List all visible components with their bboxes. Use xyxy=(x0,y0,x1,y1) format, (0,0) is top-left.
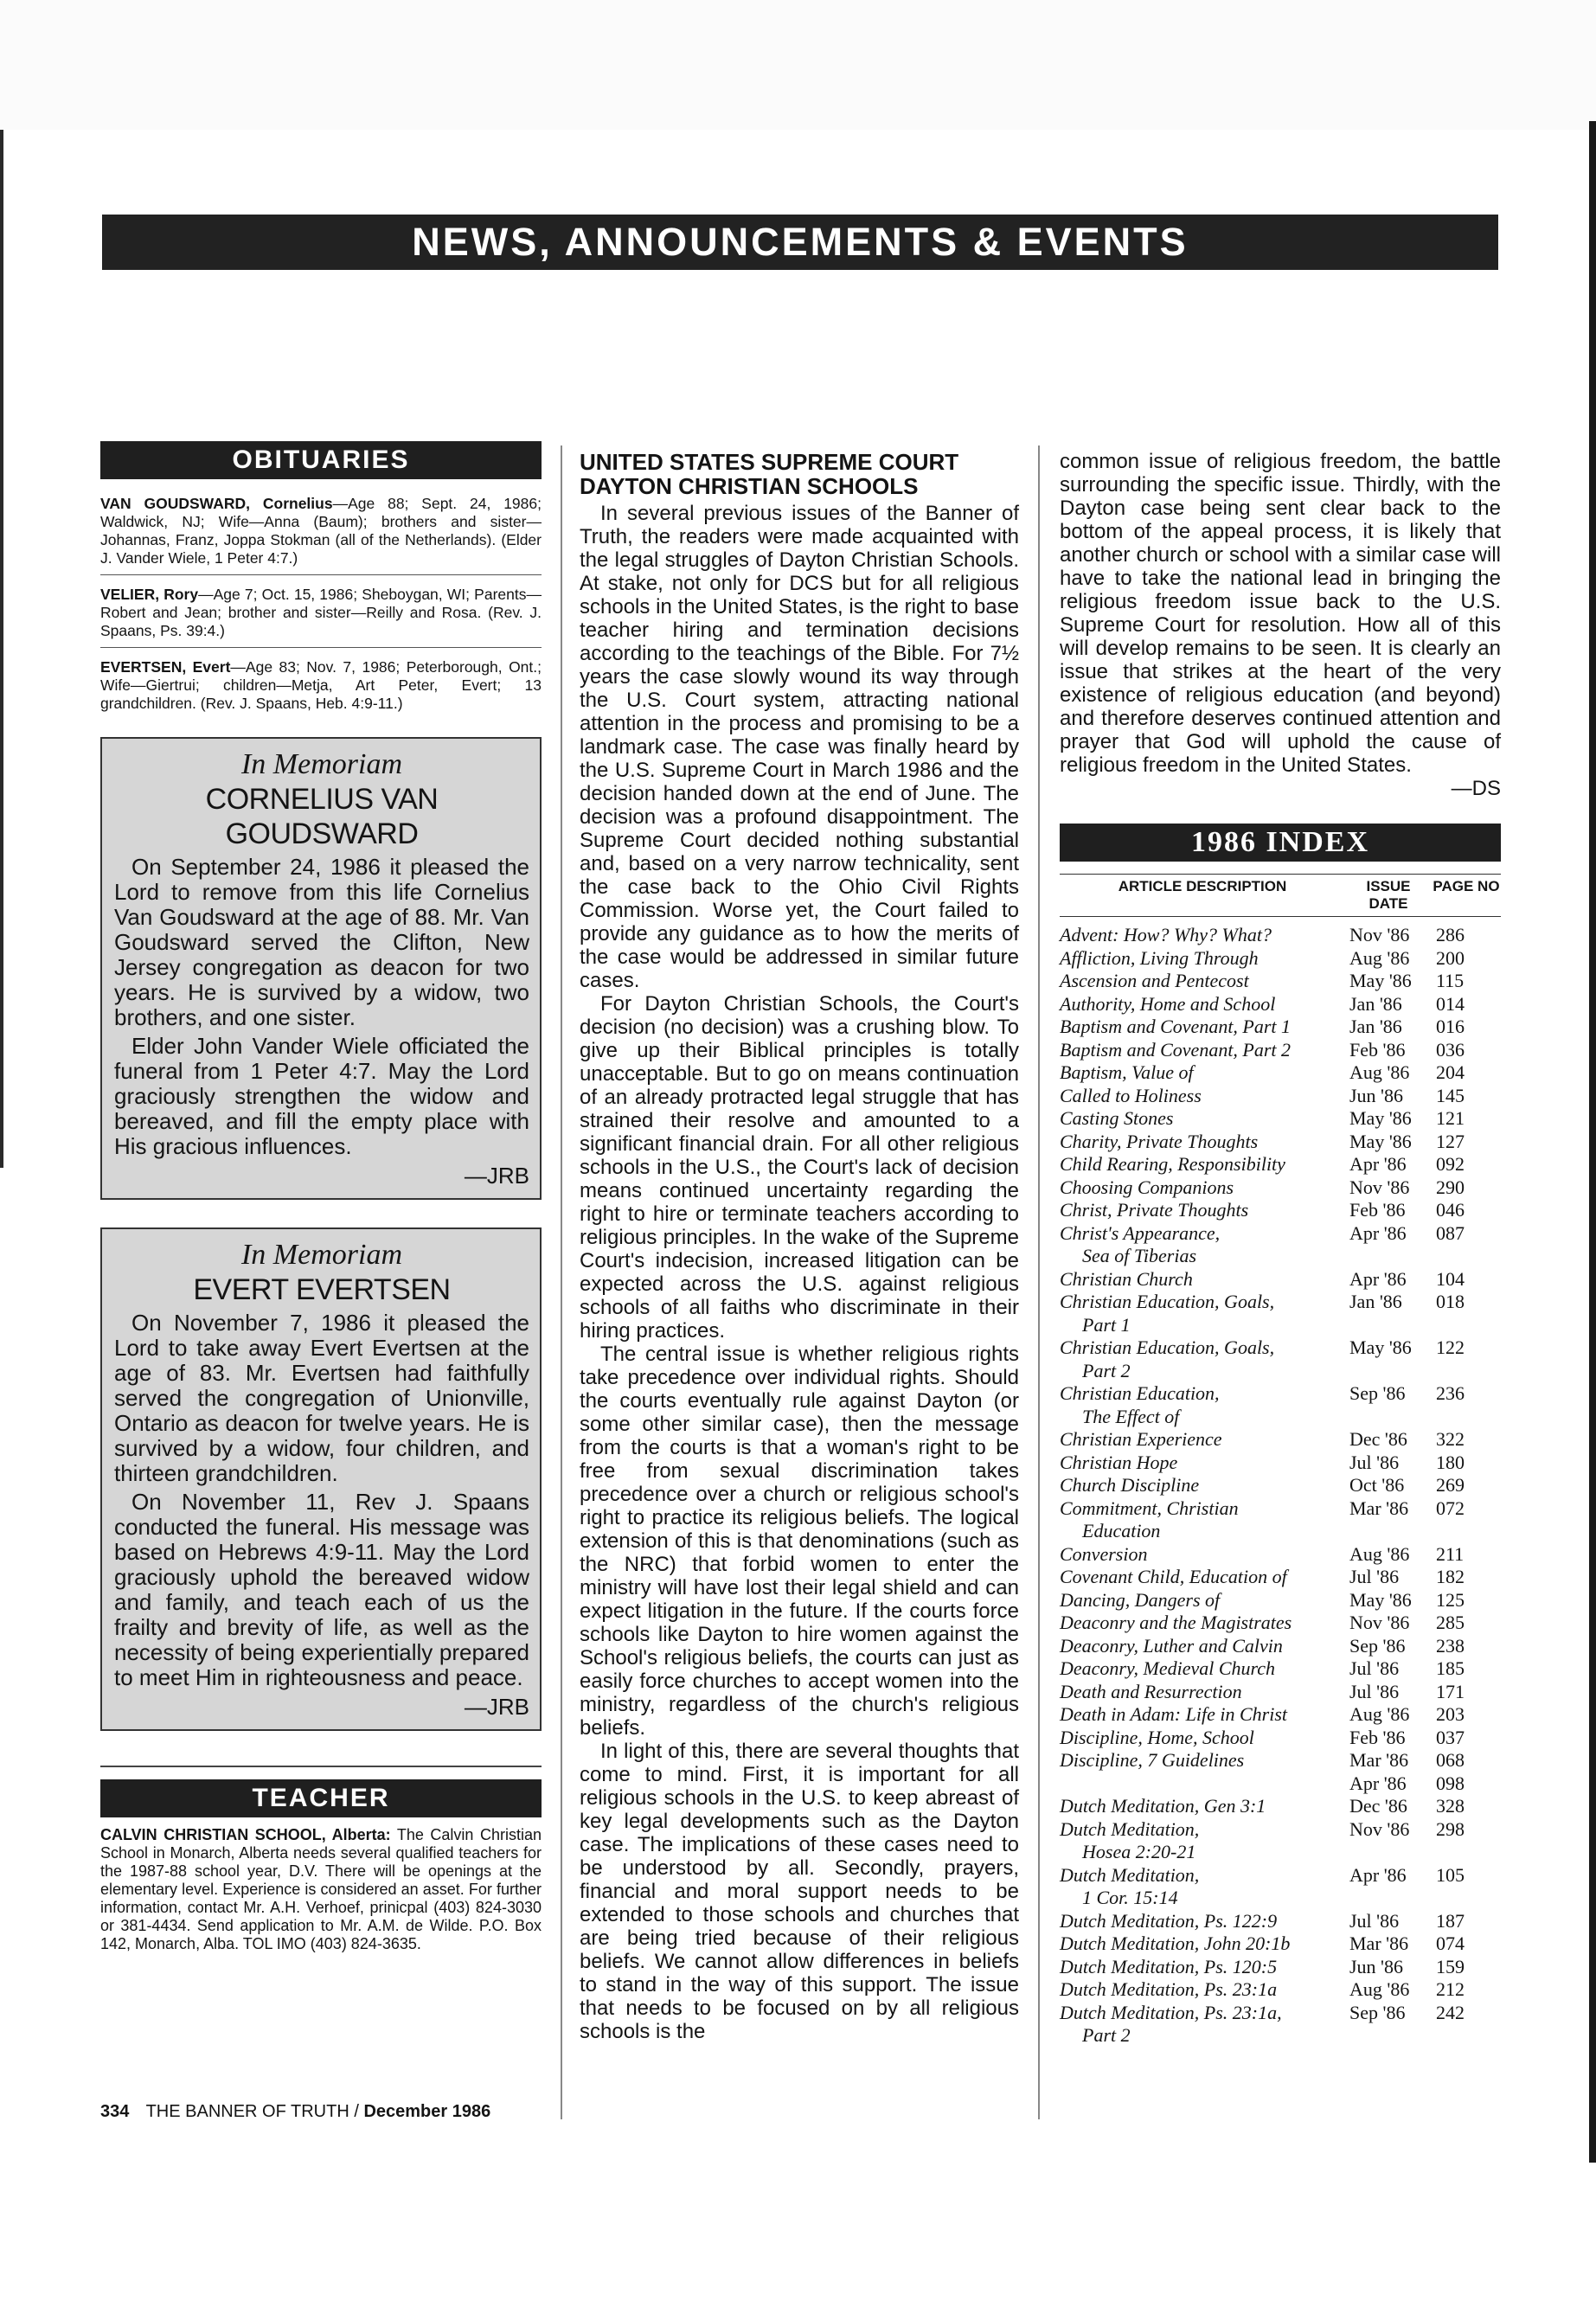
index-issue-date: May '86 xyxy=(1349,1336,1412,1358)
index-page-number: 290 xyxy=(1436,1176,1465,1198)
index-page-number: 018 xyxy=(1436,1291,1465,1312)
index-article-description xyxy=(1060,1153,1349,1176)
page-footer xyxy=(100,2102,490,2122)
index-article-description xyxy=(1060,1474,1349,1497)
index-page-number: 115 xyxy=(1436,970,1465,991)
index-issue-date: Jul '86 xyxy=(1349,1909,1400,1932)
index-page-number: 121 xyxy=(1436,1107,1465,1129)
index-article-title: Dutch Meditation, Ps. 120:5 xyxy=(1060,1955,1278,1977)
index-article-title: Dutch Meditation, John 20:1b xyxy=(1060,1932,1291,1954)
index-issue-date: Jul '86 xyxy=(1349,1566,1400,1587)
index-article-description xyxy=(1060,1452,1349,1475)
index-article-title: Christ, Private Thoughts xyxy=(1060,1199,1249,1221)
obituaries-header xyxy=(100,441,542,479)
left-column xyxy=(100,441,542,1953)
index-article-title: Dancing, Dangers of xyxy=(1060,1588,1221,1611)
index-issue-date: Mar '86 xyxy=(1349,1932,1409,1954)
index-row xyxy=(1060,1061,1501,1085)
index-issue-date: Jul '86 xyxy=(1349,1451,1400,1473)
masthead-title: NEWS, ANNOUNCEMENTS & EVENTS xyxy=(412,220,1189,264)
obituaries-title: OBITUARIES xyxy=(232,445,410,474)
page-edge-right xyxy=(1589,121,1596,2163)
obituary-text: —Age 7; Oct. 15, 1986; Sheboygan, WI; Parents—Robert and Jean; brother and sister—Reilly and Rosa. (Rev. J. Spaans, Ps. 39:4.) xyxy=(100,586,542,639)
index-title: 1986 INDEX xyxy=(1190,826,1370,858)
index-article-title: Deaconry, Medieval Church xyxy=(1060,1657,1276,1679)
page-margin-top xyxy=(0,0,1596,130)
article-paragraph: For Dayton Christian Schools, the Court's decision (no decision) was a crushing blow. To give up their Biblical principles is totally unacceptable. But to go on means continuation of an already protracted legal struggle that has strained their resolve and amounted to a significant financial drain. For all other religious schools in the U.S., the Court's lack of decision means continued uncertainty regarding the right to hire or terminate teachers according to religious principles. In the wake of the Supreme Court's indecision, increased litigation can be expected across the U.S. against religious schools of all faiths who discriminate in their hiring practices. xyxy=(580,992,1019,1343)
memoriam-paragraph: On November 7, 1986 it pleased the Lord to take away Evert Evertsen at the age of 83. Mr. Evertsen had faithfully served the congregation of Unionville, Ontario as deacon for twelve years. He is survived by a widow, four children, and thirteen grandchildren. xyxy=(114,1310,529,1486)
index-row xyxy=(1060,1153,1501,1176)
index-row xyxy=(1060,1727,1501,1750)
index-page-number: 105 xyxy=(1436,1863,1465,1886)
index-article-description xyxy=(1060,993,1349,1016)
index-page-number: 212 xyxy=(1436,1978,1465,2000)
index-row xyxy=(1060,1657,1501,1681)
publication-name: THE BANNER OF TRUTH / xyxy=(145,2102,359,2121)
index-page-number: 236 xyxy=(1436,1382,1465,1404)
index-page-number: 298 xyxy=(1436,1817,1465,1840)
index-article-description xyxy=(1060,1910,1349,1933)
index-row xyxy=(1060,1612,1501,1635)
index-page-number: 180 xyxy=(1436,1451,1465,1473)
teacher-header xyxy=(100,1779,542,1817)
index-article-description xyxy=(1060,1932,1349,1956)
index-article-description xyxy=(1060,1566,1349,1589)
index-article-description xyxy=(1060,1268,1349,1292)
article-heading-line1: UNITED STATES SUPREME COURT xyxy=(580,449,959,475)
index-row xyxy=(1060,1291,1501,1336)
index-issue-date: Apr '86 xyxy=(1349,1153,1407,1175)
index-row xyxy=(1060,1222,1501,1268)
index-article-description xyxy=(1060,1749,1349,1772)
index-article-title: Conversion xyxy=(1060,1542,1148,1565)
index-issue-date: Feb '86 xyxy=(1349,1726,1406,1748)
index-article-title: Advent: How? Why? What? xyxy=(1060,924,1272,945)
index-article-description xyxy=(1060,1016,1349,1039)
index-article-description xyxy=(1060,1978,1349,2002)
index-issue-date: Nov '86 xyxy=(1349,924,1410,945)
index-issue-date: Nov '86 xyxy=(1349,1176,1410,1198)
index-row xyxy=(1060,1543,1501,1567)
index-article-title: Dutch Meditation, Gen 3:1 xyxy=(1060,1795,1266,1817)
index-row xyxy=(1060,1795,1501,1818)
index-row xyxy=(1060,2002,1501,2048)
index-article-title: Discipline, 7 Guidelines xyxy=(1060,1749,1245,1771)
index-article-title-cont: Hosea 2:20-21 xyxy=(1082,1841,1196,1862)
index-row xyxy=(1060,1452,1501,1475)
index-page-number: 204 xyxy=(1436,1061,1465,1083)
obituary-name: EVERTSEN, Evert xyxy=(100,658,231,676)
index-row xyxy=(1060,1772,1501,1796)
column-divider-right xyxy=(1038,445,1040,2119)
index-row xyxy=(1060,1681,1501,1704)
page-edge-left xyxy=(0,130,3,1168)
index-article-title: Casting Stones xyxy=(1060,1107,1174,1129)
index-article-title-cont: Part 2 xyxy=(1082,1359,1131,1381)
index-header-issue: ISSUE DATE xyxy=(1366,878,1411,912)
index-article-title: Christian Experience xyxy=(1060,1428,1222,1450)
article-heading-line2: DAYTON CHRISTIAN SCHOOLS xyxy=(580,473,919,499)
index-article-description xyxy=(1060,1589,1349,1612)
index-article-description xyxy=(1060,1428,1349,1452)
index-article-title-cont: Sea of Tiberias xyxy=(1082,1245,1197,1266)
article-continuation xyxy=(1060,450,1501,777)
index-row xyxy=(1060,947,1501,971)
memoriam-box-van-goudsward xyxy=(100,737,542,1200)
index-article-description xyxy=(1060,1657,1349,1681)
index-row xyxy=(1060,993,1501,1016)
index-article-description xyxy=(1060,1818,1349,1864)
index-row xyxy=(1060,1589,1501,1612)
index-article-description xyxy=(1060,1222,1349,1268)
index-header-article: ARTICLE DESCRIPTION xyxy=(1118,878,1287,894)
index-page-number: 072 xyxy=(1436,1497,1465,1519)
index-issue-date: Jul '86 xyxy=(1349,1657,1400,1679)
index-article-title-cont: Part 1 xyxy=(1082,1313,1131,1336)
index-page-number: 269 xyxy=(1436,1474,1465,1496)
index-row xyxy=(1060,1199,1501,1222)
index-article-title: Dutch Meditation, Ps. 122:9 xyxy=(1060,1909,1278,1932)
index-article-title: Commitment, Christian xyxy=(1060,1497,1239,1519)
index-row xyxy=(1060,1428,1501,1452)
index-article-title: Baptism and Covenant, Part 2 xyxy=(1060,1038,1292,1061)
index-article-title: Christian Church xyxy=(1060,1267,1193,1290)
index-article-description xyxy=(1060,1131,1349,1154)
right-column xyxy=(1060,450,1501,2048)
index-issue-date: May '86 xyxy=(1349,1130,1412,1152)
memoriam-signature: —JRB xyxy=(464,1163,529,1189)
index-row xyxy=(1060,1978,1501,2002)
index-article-title: Christian Education, Goals, xyxy=(1060,1336,1275,1358)
index-article-description xyxy=(1060,1497,1349,1543)
index-row xyxy=(1060,1268,1501,1292)
teacher-divider xyxy=(100,1766,542,1767)
index-page-number: 238 xyxy=(1436,1634,1465,1657)
index-issue-date: Feb '86 xyxy=(1349,1199,1406,1221)
index-issue-date: Jan '86 xyxy=(1349,1291,1402,1312)
index-article-description xyxy=(1060,1543,1349,1567)
index-row xyxy=(1060,1131,1501,1154)
index-article-description xyxy=(1060,1085,1349,1108)
index-issue-date: Mar '86 xyxy=(1349,1497,1409,1519)
index-article-description xyxy=(1060,1864,1349,1910)
index-page-number: 200 xyxy=(1436,946,1465,969)
index-issue-date: Sep '86 xyxy=(1349,2001,1406,2023)
index-article-title: Church Discipline xyxy=(1060,1474,1200,1496)
index-page-number: 328 xyxy=(1436,1795,1465,1817)
index-issue-date: Sep '86 xyxy=(1349,1382,1406,1404)
index-page-number: 098 xyxy=(1436,1772,1465,1794)
index-row xyxy=(1060,1703,1501,1727)
index-article-title: Ascension and Pentecost xyxy=(1060,970,1249,991)
index-row xyxy=(1060,1910,1501,1933)
index-issue-date: Apr '86 xyxy=(1349,1221,1407,1244)
index-article-title-cont: 1 Cor. 15:14 xyxy=(1082,1887,1178,1908)
obituaries-list xyxy=(100,491,542,720)
index-article-title: Dutch Meditation, xyxy=(1060,1817,1200,1840)
index-article-description xyxy=(1060,1795,1349,1818)
index-page-number: 104 xyxy=(1436,1267,1465,1290)
index-issue-date: May '86 xyxy=(1349,1588,1412,1611)
index-article-title: Christian Hope xyxy=(1060,1451,1178,1473)
index-row xyxy=(1060,924,1501,947)
index-page-number: 242 xyxy=(1436,2001,1465,2023)
index-issue-date: Apr '86 xyxy=(1349,1267,1407,1290)
index-article-description xyxy=(1060,1703,1349,1727)
index-issue-date: Dec '86 xyxy=(1349,1795,1407,1817)
index-row xyxy=(1060,1474,1501,1497)
index-column-headers xyxy=(1060,874,1501,917)
index-article-description xyxy=(1060,1176,1349,1200)
index-article-title-cont: Part 2 xyxy=(1082,2024,1131,2046)
index-article-description xyxy=(1060,1291,1349,1336)
index-article-title: Christ's Appearance, xyxy=(1060,1221,1221,1244)
article-paragraph: common issue of religious freedom, the battle surrounding the specific issue. Thirdly, with the Dayton case being sent clear back to the bottom of the appeal process, it is likely that another church or school with a similar case will have to take the national lead in bringing the religious freedom issue back to the U.S. Supreme Court for resolution. How all of this will develop remains to be seen. It is clearly an issue that strikes at the heart of the very existence of religious education (and beyond) and therefore deserves continued attention and prayer that God will uphold the cause of religious freedom in the United States. xyxy=(1060,450,1501,777)
index-page-number: 037 xyxy=(1436,1726,1465,1748)
index-row xyxy=(1060,1864,1501,1910)
index-page-number: 285 xyxy=(1436,1612,1465,1633)
index-page-number: 087 xyxy=(1436,1221,1465,1244)
page-number: 334 xyxy=(100,2102,130,2121)
index-page-number: 125 xyxy=(1436,1588,1465,1611)
memoriam-paragraph: On November 11, Rev J. Spaans conducted the funeral. His message was based on Hebrews 4:9-11. May the Lord graciously uphold the bereaved widow and family, and teach each of us the frailty and brevity of life, as well as the necessity of being experientially prepared to meet Him in righteousness and peace. xyxy=(114,1489,529,1690)
index-issue-date: May '86 xyxy=(1349,1107,1412,1129)
index-row xyxy=(1060,1382,1501,1428)
index-article-description xyxy=(1060,1635,1349,1658)
index-issue-date: Aug '86 xyxy=(1349,1703,1410,1725)
index-issue-date: Aug '86 xyxy=(1349,1978,1410,2000)
memoriam-name: EVERT EVERTSEN xyxy=(193,1273,451,1306)
index-article-description xyxy=(1060,1727,1349,1750)
teacher-school-name: CALVIN CHRISTIAN SCHOOL, Alberta: xyxy=(100,1826,391,1843)
index-issue-date: Mar '86 xyxy=(1349,1749,1409,1771)
index-article-description xyxy=(1060,1039,1349,1062)
article-signature: —DS xyxy=(1451,777,1501,800)
index-header xyxy=(1060,824,1501,862)
index-article-description xyxy=(1060,947,1349,971)
index-article-title: Dutch Meditation, Ps. 23:1a, xyxy=(1060,2001,1282,2023)
article-paragraph: In several previous issues of the Banner of Truth, the readers were made acquainted with the legal struggles of Dayton Christian Schools. At stake, not only for DCS but for all religious schools in the United States, is the right to base teacher hiring and termination decisions according to the teachings of the Bible. For 7½ years the case slowly wound its way through the U.S. Court system, attracting national attention in the process and promising to be a landmark case. The case was finally heard by the U.S. Supreme Court in March 1986 and the decision handed down at the end of June. The decision was a profound disappointment. The Supreme Court decided nothing substantial and, based on a very narrow technicality, sent the case back to the Ohio Civil Rights Commission. Worse yet, the Court failed to provide any guidance as to how the merits of the case would be addressed in similar future cases. xyxy=(580,502,1019,992)
index-issue-date: Nov '86 xyxy=(1349,1817,1410,1840)
index-page-number: 046 xyxy=(1436,1199,1465,1221)
index-issue-date: Aug '86 xyxy=(1349,1542,1410,1565)
index-article-title: Christian Education, Goals, xyxy=(1060,1291,1275,1312)
index-row xyxy=(1060,1749,1501,1772)
index-page-number: 036 xyxy=(1436,1038,1465,1061)
index-article-description xyxy=(1060,2002,1349,2048)
obituary-entry xyxy=(100,655,542,720)
index-page-number: 092 xyxy=(1436,1153,1465,1175)
index-article-title: Child Rearing, Responsibility xyxy=(1060,1153,1285,1175)
index-row xyxy=(1060,1107,1501,1131)
index-page-number: 171 xyxy=(1436,1680,1465,1702)
obituary-name: VELIER, Rory xyxy=(100,586,199,603)
index-row xyxy=(1060,1635,1501,1658)
index-issue-date: Jan '86 xyxy=(1349,992,1402,1015)
index-article-title: Discipline, Home, School xyxy=(1060,1726,1254,1748)
index-row xyxy=(1060,1336,1501,1382)
index-issue-date: Apr '86 xyxy=(1349,1863,1407,1886)
index-article-title: Authority, Home and School xyxy=(1060,992,1276,1015)
index-row xyxy=(1060,1956,1501,1979)
index-article-title: Baptism and Covenant, Part 1 xyxy=(1060,1016,1292,1037)
index-issue-date: Aug '86 xyxy=(1349,1061,1410,1083)
index-issue-date: Dec '86 xyxy=(1349,1428,1407,1450)
index-issue-date: Aug '86 xyxy=(1349,946,1410,969)
index-issue-date: May '86 xyxy=(1349,970,1412,991)
index-article-title: Deaconry, Luther and Calvin xyxy=(1060,1634,1283,1657)
index-article-description xyxy=(1060,1061,1349,1085)
index-page-number: 185 xyxy=(1436,1657,1465,1679)
memoriam-box-evertsen xyxy=(100,1227,542,1731)
index-article-description xyxy=(1060,1681,1349,1704)
index-page-number: 187 xyxy=(1436,1909,1465,1932)
index-row xyxy=(1060,1176,1501,1200)
index-article-title: Death and Resurrection xyxy=(1060,1680,1242,1702)
index-article-title: Christian Education, xyxy=(1060,1382,1220,1404)
memoriam-paragraph: Elder John Vander Wiele officiated the funeral from 1 Peter 4:7. May the Lord graciously strengthen the widow and bereaved, and fill the empty place with His gracious influences. xyxy=(114,1033,529,1159)
index-page-number: 145 xyxy=(1436,1084,1465,1106)
index-page-number: 122 xyxy=(1436,1336,1465,1358)
index-article-title-cont: Education xyxy=(1082,1520,1161,1541)
index-issue-date: Jun '86 xyxy=(1349,1084,1404,1106)
obituary-text: —Age 88; Sept. 24, 1986; Waldwick, NJ; Wife—Anna (Baum); brothers and sister—Johannas, Franz, Joppa Stokman (all of the Netherlands). (Elder J. Vander Wiele, 1 Peter 4:7.) xyxy=(100,495,542,567)
issue-date: December 1986 xyxy=(363,2102,491,2121)
index-page-number: 074 xyxy=(1436,1932,1465,1954)
index-issue-date: Feb '86 xyxy=(1349,1038,1406,1061)
index-row xyxy=(1060,1039,1501,1062)
index-row xyxy=(1060,1085,1501,1108)
index-article-title: Deaconry and the Magistrates xyxy=(1060,1612,1292,1633)
teacher-notice xyxy=(100,1826,542,1953)
teacher-notice-text: The Calvin Christian School in Monarch, Alberta needs several qualified teachers for the 1987-88 school year, D.V. There will be openings at the elementary level. Experience is considered an asset. For further information, contact Mr. A.H. Verhoef, prinicpal (403) 824-3030 or 381-4434. Send application to Mr. A.M. de Wilde. P.O. Box 142, Monarch, Alba. TOL IMO (403) 824-3635. xyxy=(100,1826,542,1952)
index-article-title: Charity, Private Thoughts xyxy=(1060,1130,1259,1152)
index-article-title: Dutch Meditation, Ps. 23:1a xyxy=(1060,1978,1278,2000)
index-article-description xyxy=(1060,1612,1349,1635)
memoriam-signature: —JRB xyxy=(464,1694,529,1720)
index-issue-date: Sep '86 xyxy=(1349,1634,1406,1657)
index-issue-date: Nov '86 xyxy=(1349,1612,1410,1633)
article-paragraph: The central issue is whether religious rights take precedence over individual rights. Should the courts eventually rule against Dayton (or some other similar case), then the message from the courts is that a woman's right to be free from sexual discrimination takes precedence over a church or religious school's right to practice its religious beliefs. The logical extension of this is that denominations (such as the NRC) that forbid women to enter the ministry will have lost their legal shield and can expect litigation in the future. If the courts force schools like Dayton to hire women against the School's religious beliefs, the courts can just as easily force churches to accept women into the ministry, regardless of the church's religious beliefs. xyxy=(580,1343,1019,1740)
memoriam-title: In Memoriam xyxy=(240,748,403,780)
index-issue-date: Jan '86 xyxy=(1349,1016,1402,1037)
index-article-description xyxy=(1060,924,1349,947)
index-article-title: Dutch Meditation, xyxy=(1060,1863,1200,1886)
index-article-description xyxy=(1060,1107,1349,1131)
index-row xyxy=(1060,1497,1501,1543)
index-header-page: PAGE NO xyxy=(1433,878,1500,894)
article-heading xyxy=(580,450,1019,498)
index-issue-date: Apr '86 xyxy=(1349,1772,1407,1794)
obituary-name: VAN GOUDSWARD, Cornelius xyxy=(100,495,333,512)
index-article-description xyxy=(1060,1199,1349,1222)
index-article-title: Called to Holiness xyxy=(1060,1084,1202,1106)
index-row xyxy=(1060,1016,1501,1039)
index-page-number: 127 xyxy=(1436,1130,1465,1152)
index-page-number: 182 xyxy=(1436,1566,1465,1587)
column-divider-left xyxy=(561,445,562,2119)
index-article-description xyxy=(1060,1336,1349,1382)
index-article-description xyxy=(1060,970,1349,993)
article-paragraph: In light of this, there are several thoughts that come to mind. First, it is important for all religious schools in the U.S. to keep abreast of key legal developments such as the Dayton case. The implications of these cases need to be understood by all. Secondly, prayers, financial and moral support needs to be extended to those schools and churches that are being tried because of their religious beliefs. We cannot allow differences in beliefs to stand in the way of this support. The issue that needs to be focused on by all religious schools is the xyxy=(580,1740,1019,2043)
index-page-number: 159 xyxy=(1436,1955,1465,1977)
index-page-number: 211 xyxy=(1436,1542,1465,1565)
obituary-text: —Age 83; Nov. 7, 1986; Peterborough, Ont.; Wife—Giertrui; children—Metja, Art Peter, Evert; 13 grandchildren. (Rev. J. Spaans, Heb. 4:9-11.) xyxy=(100,658,542,712)
index-page-number: 322 xyxy=(1436,1428,1465,1450)
index-article-description xyxy=(1060,1382,1349,1428)
index-article-description xyxy=(1060,1956,1349,1979)
index-issue-date: Jun '86 xyxy=(1349,1955,1404,1977)
index-row xyxy=(1060,1566,1501,1589)
index-page-number: 203 xyxy=(1436,1703,1465,1725)
memoriam-paragraph: On September 24, 1986 it pleased the Lord to remove from this life Cornelius Van Goudsward at the age of 88. Mr. Van Goudsward served the Clifton, New Jersey congregation as deacon for two years. He is survived by a widow, two brothers, and one sister. xyxy=(114,854,529,1030)
index-table xyxy=(1060,924,1501,2048)
masthead-banner xyxy=(102,215,1498,270)
memoriam-name: CORNELIUS VAN GOUDSWARD xyxy=(205,783,439,850)
index-article-title-cont: The Effect of xyxy=(1082,1405,1180,1427)
index-page-number: 286 xyxy=(1436,924,1465,945)
index-page-number: 016 xyxy=(1436,1016,1465,1037)
index-row xyxy=(1060,1818,1501,1864)
index-issue-date: Oct '86 xyxy=(1349,1474,1405,1496)
index-page-number: 014 xyxy=(1436,992,1465,1015)
obituary-entry xyxy=(100,491,542,575)
obituary-entry xyxy=(100,582,542,648)
index-page-number: 068 xyxy=(1436,1749,1465,1771)
index-article-description xyxy=(1060,1772,1349,1796)
index-row xyxy=(1060,1932,1501,1956)
middle-column xyxy=(580,450,1019,2043)
index-issue-date: Jul '86 xyxy=(1349,1680,1400,1702)
memoriam-title: In Memoriam xyxy=(240,1239,403,1271)
index-article-title: Covenant Child, Education of xyxy=(1060,1566,1287,1587)
article-body xyxy=(580,502,1019,2043)
index-article-title: Affliction, Living Through xyxy=(1060,946,1259,969)
teacher-title: TEACHER xyxy=(252,1784,390,1812)
index-article-title: Choosing Companions xyxy=(1060,1176,1234,1198)
index-article-title: Death in Adam: Life in Christ xyxy=(1060,1703,1287,1725)
index-row xyxy=(1060,970,1501,993)
index-article-title: Baptism, Value of xyxy=(1060,1061,1194,1083)
